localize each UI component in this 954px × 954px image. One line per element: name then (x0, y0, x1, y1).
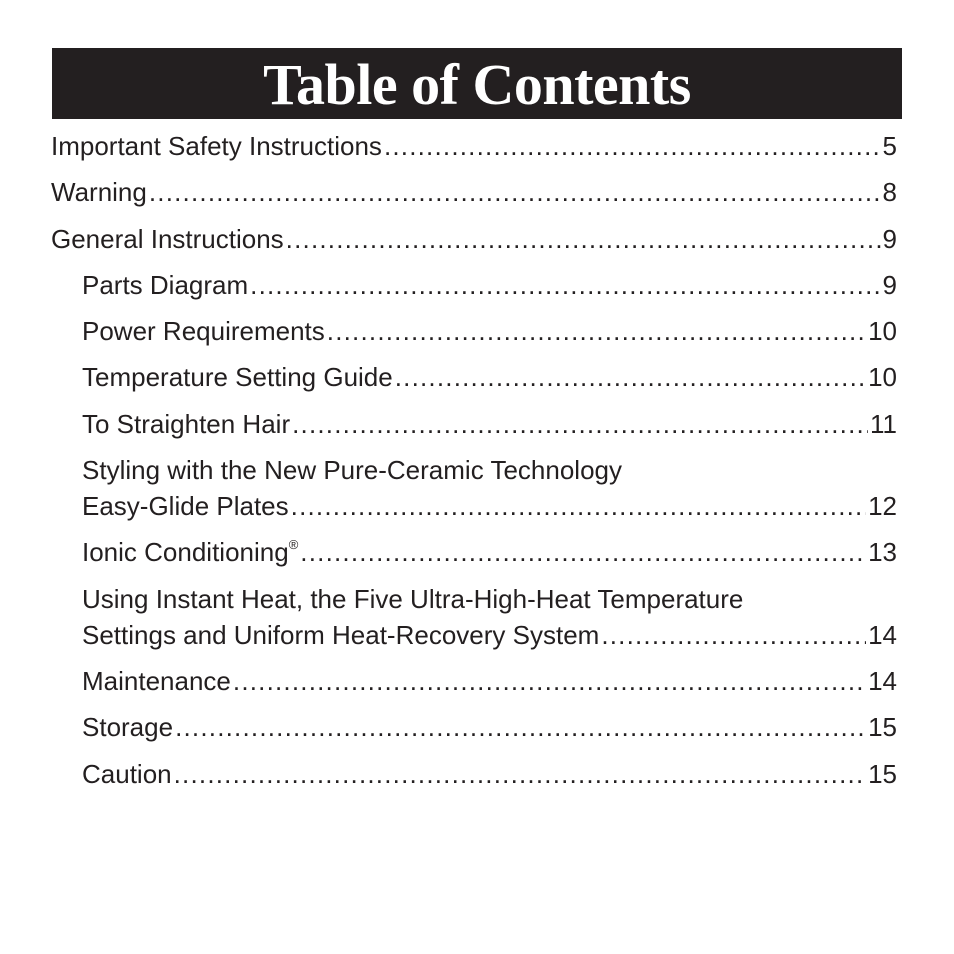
toc-entry-label: Maintenance (82, 665, 231, 696)
toc-entry-label: Storage (82, 712, 174, 743)
toc-entry-label: Temperature Setting Guide (82, 362, 393, 393)
toc-entry-label: General Instructions (51, 223, 284, 254)
toc-entry-maintenance[interactable] (82, 663, 897, 699)
dot-leader (300, 534, 866, 570)
toc-entry-label: Settings and Uniform Heat-Recovery System (82, 619, 600, 650)
toc-entry-label-line1: Using Instant Heat, the Five Ultra-High-Heat Temperature (82, 583, 744, 614)
dot-leader (327, 313, 866, 349)
toc-entry-page: 14 (868, 619, 897, 650)
toc-entry-label: Easy-Glide Plates (82, 491, 289, 522)
title-banner (52, 48, 902, 119)
dot-leader (233, 663, 866, 699)
toc-entry-page: 15 (868, 758, 897, 789)
dot-leader (291, 488, 866, 524)
toc-entry-warning[interactable] (51, 174, 897, 210)
toc-entry-page: 10 (868, 362, 897, 393)
toc-entry-styling-with-ceramic-plates[interactable] (82, 452, 897, 524)
toc-entry-label: Ionic Conditioning (82, 537, 289, 568)
dot-leader (175, 709, 866, 745)
registered-mark: ® (288, 537, 299, 553)
toc-entry-page: 14 (868, 665, 897, 696)
toc-entry-page: 15 (868, 712, 897, 743)
toc-entry-parts-diagram[interactable] (82, 267, 897, 303)
dot-leader (250, 267, 880, 303)
toc-entry-page: 9 (882, 269, 897, 300)
toc-entry-instant-heat-settings[interactable] (82, 581, 897, 653)
toc-entry-label: Warning (51, 177, 147, 208)
toc-entry-to-straighten-hair[interactable] (82, 406, 897, 442)
dot-leader (601, 617, 866, 653)
page-title: Table of Contents (263, 51, 691, 117)
toc-entry-caution[interactable] (82, 756, 897, 792)
toc-entry-label: Caution (82, 758, 172, 789)
toc-entry-label-line1: Styling with the New Pure-Ceramic Technology (82, 455, 622, 486)
dot-leader (174, 756, 866, 792)
toc-entry-ionic-conditioning[interactable] (82, 534, 897, 570)
toc-entry-general-instructions[interactable] (51, 221, 897, 257)
toc-entry-label: Important Safety Instructions (51, 131, 382, 161)
toc-entry-page: 10 (868, 316, 897, 347)
dot-leader (149, 174, 881, 210)
toc-entry-page: 12 (868, 491, 897, 522)
toc-entry-storage[interactable] (82, 709, 897, 745)
toc-entry-important-safety-instructions[interactable] (51, 128, 897, 164)
toc-entry-label: To Straighten Hair (82, 408, 291, 439)
toc-entry-label: Parts Diagram (82, 269, 249, 300)
toc-entry-page: 11 (870, 408, 897, 439)
table-of-contents (51, 128, 897, 802)
dot-leader (395, 359, 866, 395)
toc-entry-page: 9 (882, 223, 897, 254)
toc-entry-label: Power Requirements (82, 316, 325, 347)
dot-leader (286, 221, 881, 257)
toc-entry-power-requirements[interactable] (82, 313, 897, 349)
toc-entry-page: 5 (882, 131, 897, 161)
dot-leader (292, 406, 868, 442)
dot-leader (384, 128, 881, 164)
toc-entry-page: 13 (868, 537, 897, 568)
toc-entry-temperature-setting-guide[interactable] (82, 359, 897, 395)
toc-entry-page: 8 (882, 177, 897, 208)
